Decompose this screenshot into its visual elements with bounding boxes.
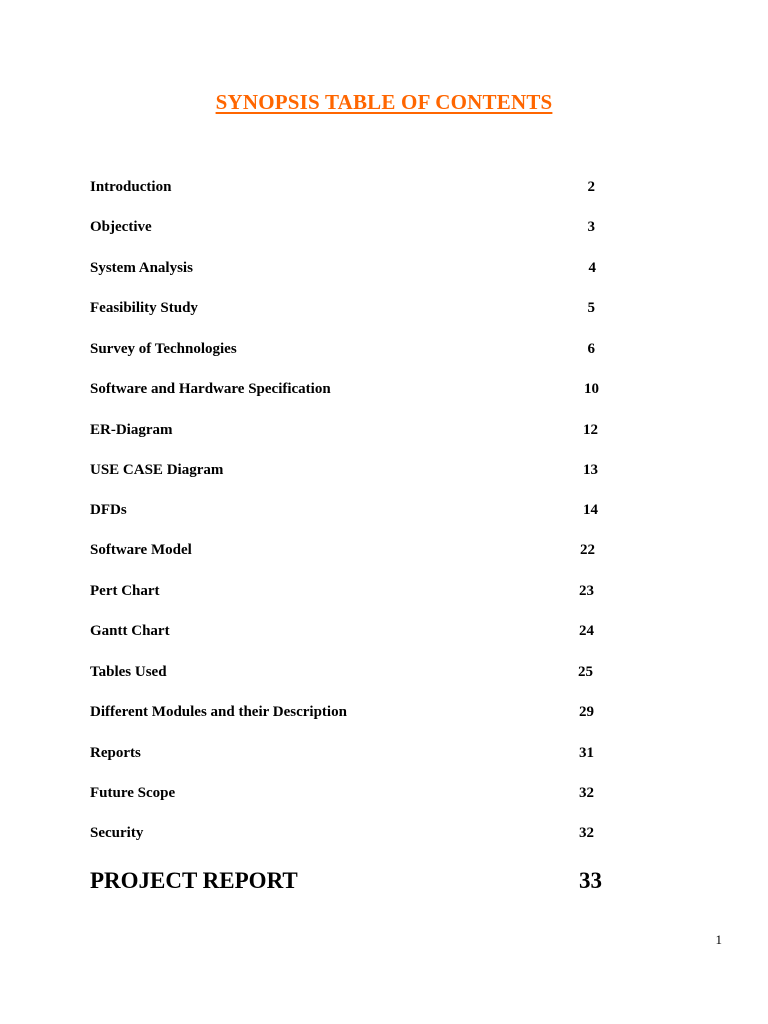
toc-entry — [0, 256, 768, 280]
toc-entry — [0, 700, 768, 724]
toc-entry-page: 29 — [579, 704, 594, 720]
toc-entry-page: 22 — [580, 542, 595, 558]
toc-entry-page: 23 — [579, 583, 594, 599]
toc-entry-label: System Analysis — [90, 260, 193, 276]
toc-entry-page: 2 — [587, 179, 595, 195]
project-report-page: 33 — [579, 868, 602, 893]
toc-entry — [0, 337, 768, 361]
toc-entry-label: Pert Chart — [90, 583, 160, 599]
toc-entry-label: Future Scope — [90, 785, 176, 801]
toc-entry-label: USE CASE Diagram — [90, 462, 224, 478]
page-title: SYNOPSIS TABLE OF CONTENTS — [215, 90, 553, 114]
toc-entry-page: 3 — [587, 219, 595, 235]
toc-entry-page: 24 — [579, 623, 594, 639]
toc-entry-page: 32 — [579, 825, 594, 841]
toc-entry-label: Tables Used — [90, 664, 167, 680]
toc-entry — [0, 660, 768, 684]
toc-entry-label: Survey of Technologies — [90, 341, 237, 357]
toc-entry-label: Software and Hardware Specification — [90, 381, 331, 397]
toc-entry-label: Reports — [90, 745, 141, 761]
toc-entry — [0, 821, 768, 845]
toc-entry-label: Different Modules and their Description — [90, 704, 347, 720]
toc-entry-label: Objective — [90, 219, 152, 235]
toc-entry-label: Introduction — [90, 179, 172, 195]
toc-entry — [0, 175, 768, 199]
toc-entry — [0, 579, 768, 603]
toc-entry — [0, 741, 768, 765]
toc-entry-label: Feasibility Study — [90, 300, 198, 316]
toc-entry-label: Software Model — [90, 542, 192, 558]
toc-entry — [0, 377, 768, 401]
toc-final-entry — [0, 864, 768, 898]
toc-entry-page: 4 — [588, 260, 596, 276]
toc-entry-page: 13 — [583, 462, 598, 478]
toc-entry-page: 14 — [583, 502, 598, 518]
footer-page-number: 1 — [715, 932, 722, 947]
toc-entry-label: DFDs — [90, 502, 127, 518]
toc-entry-label: Security — [90, 825, 144, 841]
toc-entry — [0, 296, 768, 320]
toc-entry — [0, 215, 768, 239]
toc-entry — [0, 418, 768, 442]
toc-entry-page: 5 — [587, 300, 595, 316]
toc-entry-page: 32 — [579, 785, 594, 801]
toc-entry-label: ER-Diagram — [90, 422, 173, 438]
toc-entry — [0, 781, 768, 805]
toc-entry-page: 6 — [587, 341, 595, 357]
toc-entry-page: 10 — [584, 381, 599, 397]
toc-entry — [0, 498, 768, 522]
toc-entry — [0, 619, 768, 643]
toc-entry-page: 12 — [583, 422, 598, 438]
project-report-heading: PROJECT REPORT — [90, 868, 298, 893]
toc-entry — [0, 538, 768, 562]
toc-entry-page: 31 — [579, 745, 594, 761]
toc-entry-label: Gantt Chart — [90, 623, 170, 639]
toc-entry-page: 25 — [578, 664, 593, 680]
toc-entry — [0, 458, 768, 482]
